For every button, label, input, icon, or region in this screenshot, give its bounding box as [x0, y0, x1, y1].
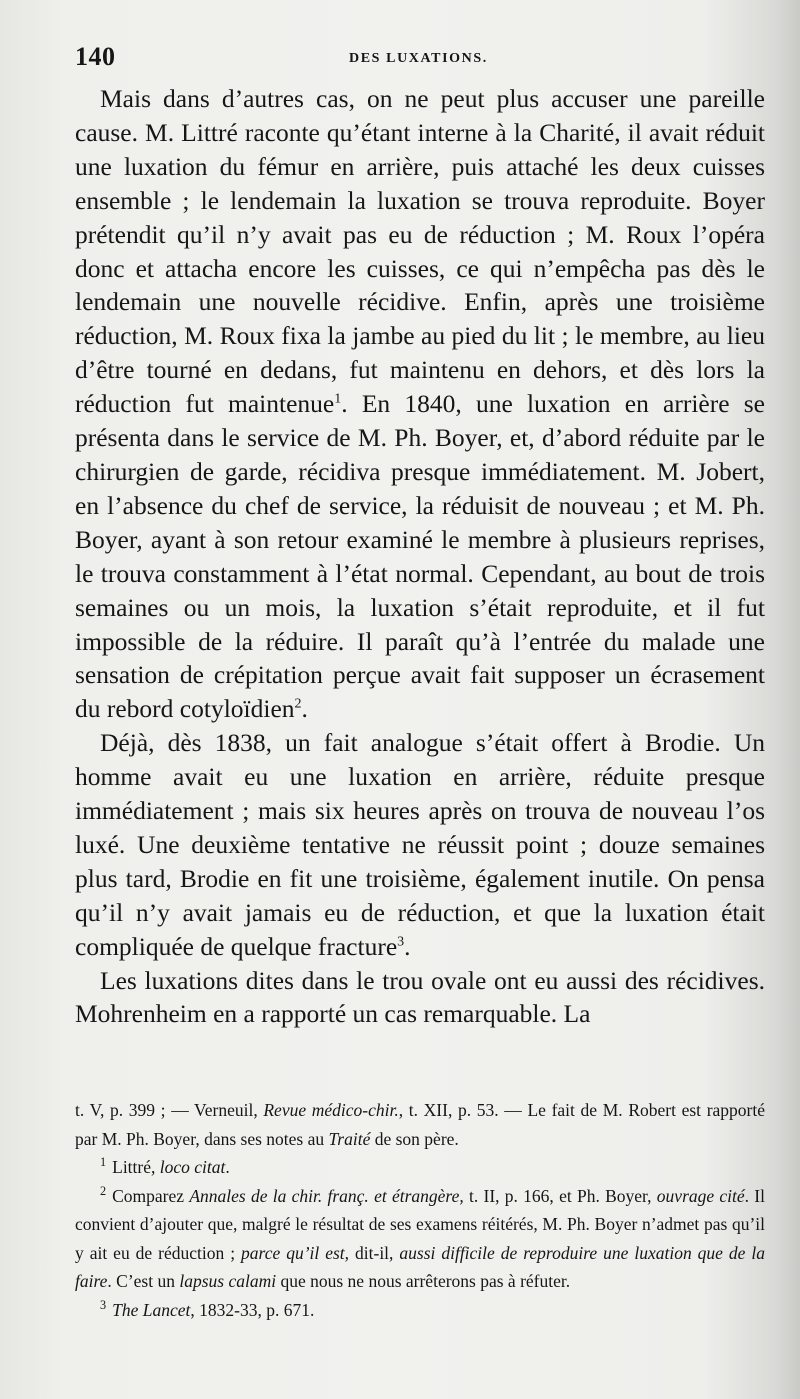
footnote-mark: 2 — [100, 1183, 107, 1198]
footnote-reference: 3 — [397, 934, 405, 950]
footnote-italic: Traité — [328, 1128, 371, 1149]
footnote-text: t. II, p. 166, et Ph. Boyer, — [463, 1185, 657, 1206]
footnote-text: . C’est un — [107, 1271, 180, 1291]
paragraph — [75, 82, 765, 726]
footnote-italic: lapsus calami — [179, 1271, 277, 1291]
footnote-1 — [75, 1153, 765, 1182]
footnote-text: . Il convient d’ajouter que, malgré le résultat de ses examens réitérés, M. Ph. Boyer n’admet pas qu’il y ait eu de réduction ; — [75, 1185, 765, 1263]
paragraph-text: . — [301, 694, 308, 724]
footnote-2 — [75, 1182, 765, 1296]
footnote-italic: ouvrage cité — [656, 1185, 745, 1206]
footnote-text: , t. XII, p. 53. — Le fait de M. Robert est rapporté par M. Ph. Boyer, dans ses notes au — [75, 1100, 765, 1149]
footnote-text: , 1832-33, p. 671. — [190, 1299, 315, 1320]
paragraph — [75, 726, 765, 963]
body-text — [75, 82, 765, 1031]
footnotes — [75, 1096, 765, 1324]
footnote-text: de son père. — [370, 1128, 459, 1149]
footnote-italic: Annales de la chir. franç. et étrangère, — [189, 1185, 464, 1206]
paragraph-text: . En 1840, une luxation en arrière se présenta dans le service de M. Ph. Boyer, et, d’abord réduite par le chirurgien de garde, récidiva presque immédiatement. M. Jobert, en l’absence du chef de service, la réduisit de nouveau ; et M. Ph. Boyer, ayant à son retour examiné le membre à plusieurs reprises, le trouva constamment à l’état normal. Cependant, au bout de trois semaines ou un mois, la luxation s’était reproduite, et il fut impossible de la réduire. Il paraît qu’à l’entrée du malade une sensation de crépitation perçue avait fait supposer un écrasement du rebord cotyloïdien — [75, 389, 765, 724]
page-number: 140 — [75, 42, 116, 71]
running-head: DES LUXATIONS. — [349, 51, 488, 66]
footnote-mark: 1 — [100, 1155, 107, 1170]
footnote-italic: The Lancet — [112, 1299, 191, 1320]
footnote-text: . — [225, 1157, 230, 1177]
paragraph: Les luxations dites dans le trou ovale ont eu aussi des récidives. Mohrenheim en a rapporté un cas remarquable. La — [75, 965, 765, 1029]
footnote-italic: Revue médico-chir. — [263, 1100, 399, 1120]
footnote-italic: parce qu’il est, — [241, 1242, 350, 1263]
footnote-text: Comparez — [112, 1185, 190, 1206]
paragraph-text: Mais dans d’autres cas, on ne peut plus accuser une pareille cause. M. Littré raconte qu’étant interne à la Charité, il avait réduit une luxation du fémur en arrière, puis attaché les deux cuisses ensemble ; le lendemain la luxation se trouva reproduite. Boyer prétendit qu’il n’y avait pas eu de réduction ; M. Roux l’opéra donc et attacha encore les cuisses, ce qui n’empêcha pas dès le lendemain une nouvelle récidive. Enfin, après une troisième réduction, M. Roux fixa la jambe au pied du lit ; le membre, au lieu d’être tourné en dedans, fut maintenu en dehors, et dès lors la réduction fut maintenue — [75, 84, 765, 419]
footnote-continuation — [75, 1096, 765, 1153]
footnote-reference: 1 — [334, 391, 342, 407]
footnote-italic: loco citat — [159, 1157, 226, 1177]
footnote-text: t. V, p. 399 ; — Verneuil, — [75, 1100, 264, 1120]
footnote-text: dit-il, — [349, 1242, 400, 1263]
paragraph-text: . — [404, 931, 411, 961]
paragraph-text: Déjà, dès 1838, un fait analogue s’était offert à Brodie. Un homme avait eu une luxation en arrière, réduite presque immédiatement ; mais six heures après on trouva de nouveau l’os luxé. Une deuxième tentative ne réussit point ; douze semaines plus tard, Brodie en fit une troisième, également inutile. On pensa qu’il n’y avait jamais eu de réduction, et que la luxation était compliquée de quelque fracture — [75, 728, 765, 961]
page-header — [75, 42, 765, 78]
footnote-text: que nous ne nous arrêterons pas à réfuter. — [276, 1271, 571, 1291]
footnote-mark: 3 — [100, 1297, 107, 1312]
footnote-text: Littré, — [112, 1157, 160, 1177]
footnote-3 — [75, 1296, 765, 1325]
footnote-reference: 2 — [294, 696, 302, 712]
footnote-italic: aussi difficile de reproduire une luxation que de la faire — [75, 1242, 765, 1291]
